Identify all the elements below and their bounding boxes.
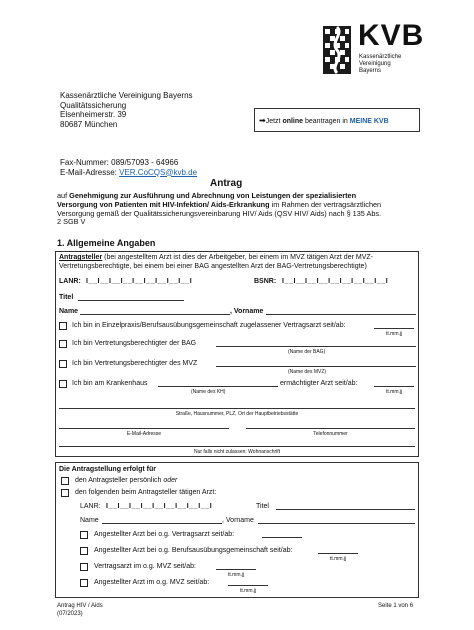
logo-wordmark: KVB <box>358 19 425 52</box>
email-hint: E-Mail-Adresse <box>126 431 162 437</box>
a1-label: Angestellter Arzt bei o.g. Vertragsarzt seit/ab: <box>94 531 235 538</box>
s2-vorname-label: , Vorname <box>222 517 254 524</box>
address-line-2: Qualitätssicherung <box>60 100 127 110</box>
titel-label: Titel <box>59 294 74 301</box>
online-apply-box[interactable] <box>254 108 420 132</box>
checkbox-bag[interactable] <box>59 340 67 348</box>
antragsteller-text-2: Vertretungsberechtigte, bei einem bei einer BAG angestellten Arzt der BAG-Vertretungsberechtigte) <box>59 262 367 270</box>
a2-date-field[interactable] <box>318 553 358 554</box>
checkbox-angestellt-bag[interactable] <box>80 547 88 555</box>
street-field[interactable] <box>59 408 415 409</box>
lanr-input[interactable]: I__I__I__I__I__I__I__I__I__I <box>86 278 193 285</box>
option-folgender-arzt-label: den folgenden beim Antragsteller tätigen Arzt: <box>75 489 217 496</box>
antragsteller-text-1: (bei angestelltem Arzt ist dies der Arbeitgeber, bei einem im MVZ tätigen Arzt der MVZ- <box>102 254 373 261</box>
date-hint-2: tt.mm.jj <box>386 389 403 395</box>
bag-hint: (Name der BAG) <box>288 349 326 355</box>
section-1-heading: 1. Allgemeine Angaben <box>57 238 156 248</box>
arrow-right-icon: ➡ <box>259 116 266 125</box>
recipient-address <box>60 91 193 129</box>
a3-date-hint: tt.mm.jj <box>228 572 245 578</box>
phone-field[interactable] <box>246 428 415 429</box>
wohnanschrift-field[interactable] <box>59 446 415 447</box>
a4-label: Angestellter Arzt im o.g. MVZ seit/ab: <box>94 579 210 586</box>
section-1-box <box>55 251 419 457</box>
option-persoenlich-label: den Antragsteller persönlich <box>75 477 164 484</box>
footer-form-version: (07/2023) <box>57 610 83 617</box>
a2-label: Angestellter Arzt bei o.g. Berufsausübungsgemeinschaft seit/ab: <box>94 547 293 554</box>
krankenhaus-date-field[interactable] <box>374 386 414 387</box>
checkbox-mvz[interactable] <box>59 360 67 368</box>
logo-sub-1: Kassenärztliche <box>359 54 402 60</box>
address-line-3: Elsenheimerstr. 39 <box>60 110 127 119</box>
coat-of-arms-icon <box>322 24 352 76</box>
intro-rest-1: im Rahmen der vertragsärztlichen <box>269 199 382 209</box>
footer-form-name: Antrag HIV / Aids <box>57 603 103 609</box>
checkbox-persoenlich[interactable] <box>61 477 69 485</box>
checkbox-angestellt-mvz[interactable] <box>80 579 88 587</box>
kvb-logo <box>322 20 444 80</box>
intro-rest-2: Versorgung gemäß der Qualitätssicherungsvereinbarung HIV/ Aids (QSV HIV/ Aids) nach § 135 Abs. <box>57 208 382 218</box>
antragsteller-label: Antragsteller <box>59 254 103 261</box>
checkbox-einzelpraxis[interactable] <box>59 322 67 330</box>
page-title: Antrag <box>210 178 243 189</box>
name-label: Name <box>59 308 79 315</box>
date-hint-1: tt.mm.jj <box>386 331 403 337</box>
phone-hint: Telefonnummer <box>313 431 348 437</box>
email-link[interactable]: VER.CoCQS@kvb.de <box>119 167 198 177</box>
option-mvz-label: Ich bin Vertretungsberechtigter des MVZ <box>72 360 198 367</box>
bsnr-label: BSNR: <box>254 278 277 285</box>
section-2-heading: Die Antragstellung erfolgt für <box>59 466 156 473</box>
checkbox-krankenhaus[interactable] <box>59 380 67 388</box>
wohnanschrift-hint: Nur falls nicht zulassen: Wohnanschrift <box>193 449 281 455</box>
address-line-4: 80687 München <box>60 119 118 129</box>
lanr-label: LANR: <box>59 278 81 285</box>
intro-bold-1: Genehmigung zur Ausführung und Abrechnung von Leistungen der spezialisierten <box>69 191 357 200</box>
intro-bold-2: Versorgung von Patienten mit HIV-Infektion/ Aids-Erkrankung <box>57 199 270 209</box>
online-bold: online <box>282 118 304 125</box>
intro-rest-3: 2 SGB V <box>57 217 86 227</box>
checkbox-vertragsarzt-mvz[interactable] <box>80 563 88 571</box>
krankenhaus-mid-label: ermächtigter Arzt seit/ab: <box>280 380 358 387</box>
fax-number: Fax-Nummer: 089/57093 - 64966 <box>60 158 179 167</box>
s2-vorname-field[interactable] <box>258 523 415 524</box>
email-field[interactable] <box>59 428 229 429</box>
logo-sub-2: Vereinigung <box>359 61 391 67</box>
s2-lanr-label: LANR: <box>80 503 101 510</box>
checkbox-angestellt-vertragsarzt[interactable] <box>80 531 88 539</box>
einzelpraxis-date-field[interactable] <box>374 328 414 329</box>
checkbox-folgender-arzt[interactable] <box>61 489 69 497</box>
name-field[interactable] <box>80 314 230 315</box>
intro-paragraph <box>57 192 427 227</box>
s2-lanr-input[interactable]: I__I__I__I__I__I__I__I__I__I <box>106 503 213 510</box>
vorname-field[interactable] <box>266 314 416 315</box>
s2-titel-field[interactable] <box>276 509 415 510</box>
s2-titel-label: Titel <box>256 503 269 510</box>
contact-info <box>60 158 197 177</box>
a3-date-field[interactable] <box>216 569 256 570</box>
mvz-name-field[interactable] <box>216 366 416 367</box>
option-einzelpraxis-label: Ich bin in Einzelpraxis/Berufsausübungsgemeinschaft zugelassener Vertragsarzt seit/ab: <box>72 322 346 329</box>
option-krankenhaus-label: Ich bin am Krankenhaus <box>72 380 148 387</box>
logo-sub-3: Bayerns <box>359 68 382 74</box>
intro-auf: auf <box>57 191 70 200</box>
footer-left <box>57 603 103 618</box>
titel-field[interactable] <box>78 300 184 301</box>
krankenhaus-name-field[interactable] <box>158 386 278 387</box>
online-prefix: Jetzt <box>265 118 283 125</box>
a3-label: Vertragsarzt im o.g. MVZ seit/ab: <box>94 563 196 570</box>
option-oder: oder <box>163 477 178 484</box>
vorname-label: , Vorname <box>230 308 264 315</box>
a2-date-hint: tt.mm.jj <box>330 556 347 562</box>
s2-name-field[interactable] <box>102 523 222 524</box>
a4-date-field[interactable] <box>228 585 268 586</box>
s2-name-label: Name <box>80 517 99 524</box>
bag-name-field[interactable] <box>216 346 416 347</box>
section-2-box <box>55 462 419 598</box>
email-label: E-Mail-Adresse: <box>60 167 120 177</box>
a1-date-field[interactable] <box>262 537 302 538</box>
a4-date-hint: tt.mm.jj <box>240 588 257 594</box>
krankenhaus-hint: (Name des KH) <box>191 389 226 395</box>
footer-page-number: Seite 1 von 6 <box>378 603 414 609</box>
address-line-1: Kassenärztliche Vereinigung Bayerns <box>60 91 193 100</box>
mvz-hint: (Name des MVZ) <box>288 369 327 375</box>
online-middle: beantragen in <box>303 118 350 125</box>
street-hint: Straße, Hausnummer, PLZ, Ort der Hauptbetriebsstätte <box>175 411 299 417</box>
bsnr-input[interactable]: I__I__I__I__I__I__I__I__I__I <box>282 278 389 285</box>
option-bag-label: Ich bin Vertretungsberechtigter der BAG <box>72 340 197 347</box>
meine-kvb-link[interactable]: MEINE KVB <box>349 118 389 125</box>
